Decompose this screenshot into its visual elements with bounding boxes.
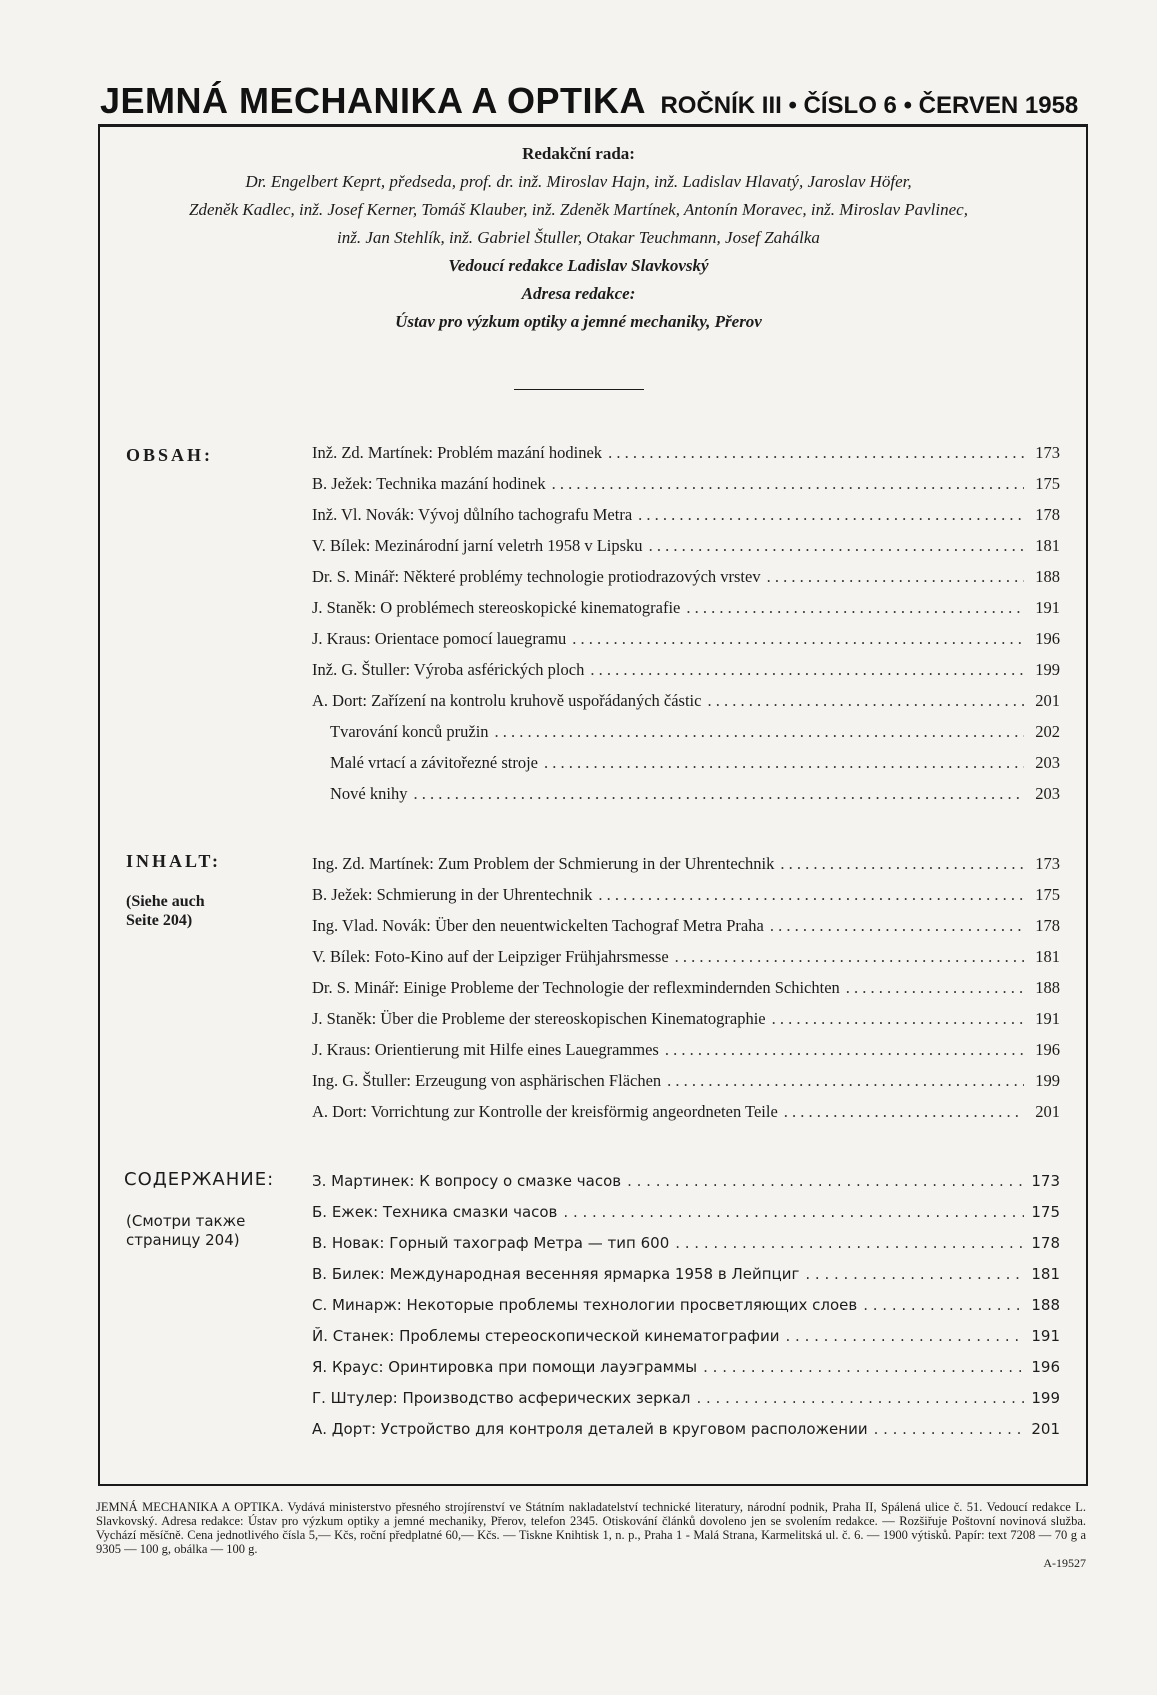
toc-entry-title: A. Dort: Zařízení na kontrolu kruhově uspořádaných částic [312, 691, 702, 710]
toc-leader-dots [590, 660, 1024, 680]
toc-entry [312, 1327, 1060, 1358]
toc-page-number: 178 [1031, 1234, 1060, 1252]
toc-entry [312, 1009, 1060, 1040]
toc-leader-dots [846, 978, 1024, 998]
toc-leader-dots [627, 1172, 1024, 1190]
toc-page-number: 175 [1035, 885, 1060, 904]
toc-entry [312, 567, 1060, 598]
toc-page-number: 181 [1035, 947, 1060, 966]
toc-page-number: 203 [1035, 753, 1060, 772]
toc-entry-title: V. Bílek: Mezinárodní jarní veletrh 1958 v Lipsku [312, 536, 643, 555]
toc-page-number: 191 [1031, 1327, 1060, 1345]
toc-page-number: 178 [1035, 916, 1060, 935]
toc-entry [312, 722, 1060, 753]
toc-leader-dots [707, 691, 1024, 711]
board-members-line: Zdeněk Kadlec, inž. Josef Kerner, Tomáš Klauber, inž. Zdeněk Martínek, Antonín Moravec, inž. Miroslav Pavlinec, [189, 200, 968, 219]
toc-page-number: 188 [1035, 567, 1060, 586]
toc-leader-dots [598, 885, 1024, 905]
toc-entry-title: В. Билек: Международная весенняя ярмарка 1958 в Лейпциг [312, 1265, 800, 1283]
toc-leader-dots [665, 1040, 1024, 1060]
toc-entry-title: Inž. G. Štuller: Výroba asférických ploch [312, 660, 585, 679]
board-members-line: inž. Jan Stehlík, inž. Gabriel Štuller, Otakar Teuchmann, Josef Zahálka [337, 228, 820, 247]
toc-leader-dots [608, 443, 1024, 463]
toc-entry-title: Tvarování konců pružin [330, 722, 489, 741]
toc-entry-title: Dr. S. Minář: Einige Probleme der Technologie der reflexmindernden Schichten [312, 978, 840, 997]
toc-page-number: 188 [1035, 978, 1060, 997]
toc-leader-dots [874, 1420, 1024, 1438]
toc-entry-title: Ing. G. Štuller: Erzeugung von asphärischen Flächen [312, 1071, 662, 1090]
toc-leader-dots [772, 1009, 1024, 1029]
toc-leader-dots [703, 1358, 1024, 1376]
toc-page-number: 201 [1035, 1102, 1060, 1121]
toc-entry-title: Ing. Zd. Martínek: Zum Problem der Schmierung in der Uhrentechnik [312, 854, 775, 873]
soderzhanie-note: (Смотри также страницу 204) [126, 1212, 246, 1249]
toc-entry [312, 1234, 1060, 1265]
toc-entry-title: B. Ježek: Schmierung in der Uhrentechnik [312, 885, 593, 904]
toc-page-number: 181 [1035, 536, 1060, 555]
toc-entry-title: Inž. Zd. Martínek: Problém mazání hodinek [312, 443, 603, 462]
obsah-label: OBSAH: [126, 445, 214, 465]
toc-leader-dots [495, 722, 1024, 742]
toc-entry [312, 1420, 1060, 1451]
toc-page-number: 191 [1035, 598, 1060, 617]
toc-entry-title: Malé vrtací a závitořezné stroje [330, 753, 538, 772]
toc-entry-title: Ing. Vlad. Novák: Über den neuentwickelten Tachograf Metra Praha [312, 916, 764, 935]
toc-entry-title: A. Dort: Vorrichtung zur Kontrolle der kreisförmig angeordneten Teile [312, 1102, 778, 1121]
masthead [100, 80, 1090, 122]
toc-page-number: 173 [1035, 854, 1060, 873]
toc-entry [312, 598, 1060, 629]
toc-entry [312, 691, 1060, 722]
toc-page-number: 196 [1031, 1358, 1060, 1376]
toc-entry [312, 1203, 1060, 1234]
toc-entry [312, 1172, 1060, 1203]
toc-leader-dots [552, 474, 1024, 494]
toc-page-number: 199 [1031, 1389, 1060, 1407]
toc-leader-dots [649, 536, 1024, 556]
toc-entry [312, 1389, 1060, 1420]
toc-leader-dots [767, 567, 1024, 587]
print-code: A-19527 [1043, 1556, 1086, 1570]
toc-entry [312, 916, 1060, 947]
toc-entry [312, 854, 1060, 885]
toc-page-number: 201 [1035, 691, 1060, 710]
toc-entry [312, 978, 1060, 1009]
toc-page-number: 178 [1035, 505, 1060, 524]
toc-entry [312, 1265, 1060, 1296]
toc-page-number: 173 [1035, 443, 1060, 462]
toc-leader-dots [667, 1071, 1024, 1091]
toc-leader-dots [770, 916, 1024, 936]
imprint-text: JEMNÁ MECHANIKA A OPTIKA. Vydává ministerstvo přesného strojírenství ve Státním nakladatelství technické literatury, národní podnik, Praha II, Spálená ulice č. 51. Vedoucí redakce L. Slavkovský. Adresa redakce: Ústav pro výzkum optiky a jemné mechaniky, Přerov, telefon 2345. Otiskování článků dovoleno jen se svolením redakce. — Rozšiřuje Poštovní novinová služba. Vychází měsíčně. Cena jednotlivého čísla 5,— Kčs, roční předplatné 60,— Kčs. — Tiskne Knihtisk 1, n. p., Praha 1 - Malá Strana, Karmelitská ul. č. 6. — 1900 výtisků. Papír: text 7208 — 70 g a 9305 — 100 g, obálka — 100 g. [96, 1500, 1086, 1556]
toc-page-number: 202 [1035, 722, 1060, 741]
toc-entry [312, 629, 1060, 660]
toc-entry [312, 1040, 1060, 1071]
toc-leader-dots [413, 784, 1024, 804]
toc-entry-title: Я. Краус: Оринтировка при помощи лауэграммы [312, 1358, 698, 1376]
toc-entry-title: Й. Станек: Проблемы стереоскопической кинематографии [312, 1327, 780, 1345]
toc-entry-title: Dr. S. Minář: Některé problémy technologie protiodrazových vrstev [312, 567, 761, 586]
toc-entry-title: J. Kraus: Orientierung mit Hilfe eines Lauegrammes [312, 1040, 659, 1059]
imprint-footer [96, 1500, 1086, 1570]
toc-page-number: 199 [1035, 660, 1060, 679]
toc-page-number: 199 [1035, 1071, 1060, 1090]
toc-page-number: 188 [1031, 1296, 1060, 1314]
toc-entry [312, 443, 1060, 474]
toc-entry-title: J. Kraus: Orientace pomocí lauegramu [312, 629, 567, 648]
toc-entry [312, 784, 1060, 815]
toc-leader-dots [675, 1234, 1024, 1252]
toc-leader-dots [686, 598, 1024, 618]
board-members-line: Dr. Engelbert Keprt, předseda, prof. dr. inž. Miroslav Hajn, inž. Ladislav Hlavatý, Jaroslav Höfer, [245, 172, 912, 191]
toc-page-number: 175 [1031, 1203, 1060, 1221]
soderzhanie-label: СОДЕРЖАНИЕ: [124, 1169, 275, 1190]
toc-entry [312, 536, 1060, 567]
toc-page-number: 201 [1031, 1420, 1060, 1438]
toc-leader-dots [544, 753, 1024, 773]
toc-leader-dots [786, 1327, 1024, 1345]
toc-leader-dots [863, 1296, 1024, 1314]
journal-title: JEMNÁ MECHANIKA A OPTIKA [100, 80, 647, 121]
toc-entry [312, 885, 1060, 916]
toc-leader-dots [784, 1102, 1024, 1122]
issue-info: ROČNÍK III • ČÍSLO 6 • ČERVEN 1958 [660, 92, 1079, 119]
toc-entry-title: А. Дорт: Устройство для контроля деталей в круговом расположении [312, 1420, 868, 1438]
inhalt-label: INHALT: [126, 851, 222, 871]
toc-entry-title: J. Staněk: O problémech stereoskopické kinematografie [312, 598, 681, 617]
toc-entry [312, 947, 1060, 978]
toc-entry [312, 1296, 1060, 1327]
toc-entry-title: Inž. Vl. Novák: Vývoj důlního tachografu Metra [312, 505, 633, 524]
toc-entry-title: Б. Ежек: Техника смазки часов [312, 1203, 558, 1221]
toc-page-number: 175 [1035, 474, 1060, 493]
toc-page-number: 196 [1035, 1040, 1060, 1059]
toc-page-number: 173 [1031, 1172, 1060, 1190]
address-label: Adresa redakce: [521, 284, 636, 303]
soderzhanie-list [312, 1172, 1060, 1451]
toc-entry-title: J. Staněk: Über die Probleme der stereoskopischen Kinematographie [312, 1009, 766, 1028]
toc-entry [312, 660, 1060, 691]
toc-entry-title: V. Bílek: Foto-Kino auf der Leipziger Frühjahrsmesse [312, 947, 669, 966]
toc-entry-title: В. Новак: Горный тахограф Метра — тип 600 [312, 1234, 670, 1252]
toc-leader-dots [696, 1389, 1024, 1407]
toc-leader-dots [572, 629, 1024, 649]
toc-entry-title: Г. Штулер: Производство асферических зеркал [312, 1389, 691, 1407]
toc-entry [312, 1102, 1060, 1133]
toc-entry [312, 474, 1060, 505]
toc-page-number: 191 [1035, 1009, 1060, 1028]
inhalt-list [312, 854, 1060, 1133]
toc-entry [312, 1071, 1060, 1102]
board-heading: Redakční rada: [522, 144, 635, 163]
toc-leader-dots [780, 854, 1024, 874]
inhalt-note: (Siehe auch Seite 204) [126, 893, 205, 929]
toc-page-number: 181 [1031, 1265, 1060, 1283]
toc-leader-dots [638, 505, 1024, 525]
editor-in-chief: Vedoucí redakce Ladislav Slavkovský [448, 256, 709, 275]
toc-entry-title: Nové knihy [330, 784, 408, 803]
toc-entry-title: B. Ježek: Technika mazání hodinek [312, 474, 546, 493]
editorial-address: Ústav pro výzkum optiky a jemné mechaniky, Přerov [395, 312, 762, 331]
toc-entry-title: З. Мартинек: К вопросу о смазке часов [312, 1172, 622, 1190]
toc-entry [312, 505, 1060, 536]
obsah-list [312, 443, 1060, 815]
divider [514, 389, 644, 390]
toc-entry [312, 753, 1060, 784]
toc-page-number: 196 [1035, 629, 1060, 648]
toc-entry [312, 1358, 1060, 1389]
toc-leader-dots [563, 1203, 1024, 1221]
toc-leader-dots [805, 1265, 1024, 1283]
editorial-board [0, 140, 1157, 336]
toc-leader-dots [675, 947, 1024, 967]
toc-page-number: 203 [1035, 784, 1060, 803]
toc-entry-title: С. Минарж: Некоторые проблемы технологии просветляющих слоев [312, 1296, 858, 1314]
